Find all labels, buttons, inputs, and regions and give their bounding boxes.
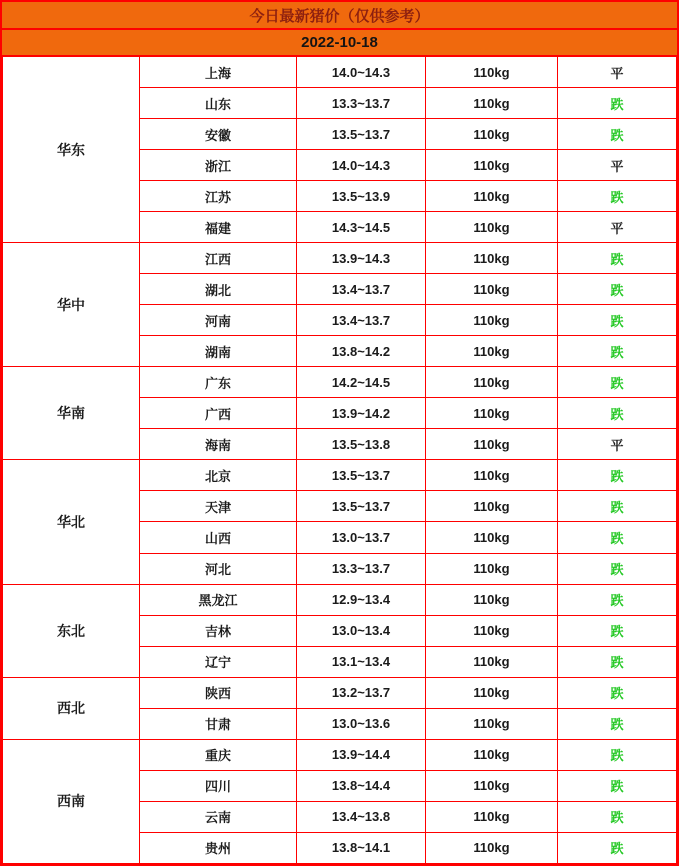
price-table xyxy=(2,56,677,864)
province-cell: 浙江 xyxy=(140,150,297,181)
weight-cell: 110kg xyxy=(426,88,558,119)
weight-cell: 110kg xyxy=(426,801,558,832)
province-cell: 北京 xyxy=(140,460,297,491)
table-row xyxy=(3,584,677,615)
weight-cell: 110kg xyxy=(426,522,558,553)
price-cell: 13.3~13.7 xyxy=(297,553,426,584)
trend-cell: 跌 xyxy=(558,491,677,522)
province-cell: 湖北 xyxy=(140,274,297,305)
weight-cell: 110kg xyxy=(426,150,558,181)
weight-cell: 110kg xyxy=(426,398,558,429)
weight-cell: 110kg xyxy=(426,553,558,584)
weight-cell: 110kg xyxy=(426,770,558,801)
table-row xyxy=(3,460,677,491)
weight-cell: 110kg xyxy=(426,739,558,770)
weight-cell: 110kg xyxy=(426,615,558,646)
price-cell: 13.8~14.4 xyxy=(297,770,426,801)
trend-cell: 跌 xyxy=(558,801,677,832)
trend-cell: 跌 xyxy=(558,367,677,398)
table-row xyxy=(3,367,677,398)
price-cell: 12.9~13.4 xyxy=(297,584,426,615)
trend-cell: 跌 xyxy=(558,88,677,119)
trend-cell: 平 xyxy=(558,57,677,88)
weight-cell: 110kg xyxy=(426,274,558,305)
price-cell: 13.5~13.7 xyxy=(297,491,426,522)
weight-cell: 110kg xyxy=(426,460,558,491)
weight-cell: 110kg xyxy=(426,212,558,243)
region-cell: 华北 xyxy=(3,460,140,584)
weight-cell: 110kg xyxy=(426,584,558,615)
province-cell: 天津 xyxy=(140,491,297,522)
region-cell: 华中 xyxy=(3,243,140,367)
trend-cell: 跌 xyxy=(558,243,677,274)
province-cell: 广东 xyxy=(140,367,297,398)
weight-cell: 110kg xyxy=(426,367,558,398)
region-cell: 西北 xyxy=(3,677,140,739)
province-cell: 重庆 xyxy=(140,739,297,770)
weight-cell: 110kg xyxy=(426,336,558,367)
trend-cell: 跌 xyxy=(558,274,677,305)
province-cell: 上海 xyxy=(140,57,297,88)
price-cell: 13.5~13.7 xyxy=(297,460,426,491)
trend-cell: 跌 xyxy=(558,770,677,801)
weight-cell: 110kg xyxy=(426,57,558,88)
table-row xyxy=(3,677,677,708)
price-table-body xyxy=(3,57,677,864)
weight-cell: 110kg xyxy=(426,646,558,677)
region-cell: 西南 xyxy=(3,739,140,863)
province-cell: 吉林 xyxy=(140,615,297,646)
weight-cell: 110kg xyxy=(426,181,558,212)
province-cell: 四川 xyxy=(140,770,297,801)
province-cell: 甘肃 xyxy=(140,708,297,739)
province-cell: 湖南 xyxy=(140,336,297,367)
price-cell: 13.5~13.8 xyxy=(297,429,426,460)
table-row xyxy=(3,243,677,274)
trend-cell: 跌 xyxy=(558,522,677,553)
weight-cell: 110kg xyxy=(426,243,558,274)
trend-cell: 跌 xyxy=(558,739,677,770)
trend-cell: 平 xyxy=(558,212,677,243)
weight-cell: 110kg xyxy=(426,832,558,863)
price-cell: 13.4~13.7 xyxy=(297,305,426,336)
price-cell: 14.0~14.3 xyxy=(297,150,426,181)
price-cell: 14.3~14.5 xyxy=(297,212,426,243)
price-cell: 13.0~13.4 xyxy=(297,615,426,646)
price-cell: 13.5~13.9 xyxy=(297,181,426,212)
weight-cell: 110kg xyxy=(426,305,558,336)
page-title: 今日最新猪价（仅供参考） xyxy=(2,2,677,30)
price-cell: 13.5~13.7 xyxy=(297,119,426,150)
price-cell: 13.1~13.4 xyxy=(297,646,426,677)
province-cell: 海南 xyxy=(140,429,297,460)
price-cell: 13.4~13.7 xyxy=(297,274,426,305)
province-cell: 山西 xyxy=(140,522,297,553)
province-cell: 安徽 xyxy=(140,119,297,150)
price-cell: 13.3~13.7 xyxy=(297,88,426,119)
price-cell: 13.9~14.3 xyxy=(297,243,426,274)
province-cell: 江西 xyxy=(140,243,297,274)
weight-cell: 110kg xyxy=(426,677,558,708)
table-row xyxy=(3,739,677,770)
province-cell: 广西 xyxy=(140,398,297,429)
province-cell: 河北 xyxy=(140,553,297,584)
weight-cell: 110kg xyxy=(426,119,558,150)
price-cell: 14.2~14.5 xyxy=(297,367,426,398)
trend-cell: 跌 xyxy=(558,305,677,336)
trend-cell: 跌 xyxy=(558,181,677,212)
province-cell: 黑龙江 xyxy=(140,584,297,615)
trend-cell: 平 xyxy=(558,429,677,460)
province-cell: 贵州 xyxy=(140,832,297,863)
province-cell: 云南 xyxy=(140,801,297,832)
trend-cell: 跌 xyxy=(558,460,677,491)
region-cell: 东北 xyxy=(3,584,140,677)
trend-cell: 跌 xyxy=(558,615,677,646)
price-cell: 13.8~14.2 xyxy=(297,336,426,367)
region-cell: 华东 xyxy=(3,57,140,243)
province-cell: 福建 xyxy=(140,212,297,243)
trend-cell: 跌 xyxy=(558,584,677,615)
trend-cell: 跌 xyxy=(558,708,677,739)
price-cell: 13.2~13.7 xyxy=(297,677,426,708)
province-cell: 山东 xyxy=(140,88,297,119)
price-cell: 13.0~13.7 xyxy=(297,522,426,553)
trend-cell: 平 xyxy=(558,150,677,181)
region-cell: 华南 xyxy=(3,367,140,460)
weight-cell: 110kg xyxy=(426,429,558,460)
trend-cell: 跌 xyxy=(558,832,677,863)
trend-cell: 跌 xyxy=(558,336,677,367)
trend-cell: 跌 xyxy=(558,398,677,429)
trend-cell: 跌 xyxy=(558,646,677,677)
price-cell: 14.0~14.3 xyxy=(297,57,426,88)
weight-cell: 110kg xyxy=(426,708,558,739)
province-cell: 河南 xyxy=(140,305,297,336)
price-cell: 13.4~13.8 xyxy=(297,801,426,832)
price-cell: 13.9~14.4 xyxy=(297,739,426,770)
table-row xyxy=(3,57,677,88)
weight-cell: 110kg xyxy=(426,491,558,522)
province-cell: 江苏 xyxy=(140,181,297,212)
price-cell: 13.0~13.6 xyxy=(297,708,426,739)
price-cell: 13.9~14.2 xyxy=(297,398,426,429)
province-cell: 陕西 xyxy=(140,677,297,708)
trend-cell: 跌 xyxy=(558,119,677,150)
price-cell: 13.8~14.1 xyxy=(297,832,426,863)
table-date: 2022-10-18 xyxy=(2,30,677,56)
trend-cell: 跌 xyxy=(558,553,677,584)
province-cell: 辽宁 xyxy=(140,646,297,677)
trend-cell: 跌 xyxy=(558,677,677,708)
